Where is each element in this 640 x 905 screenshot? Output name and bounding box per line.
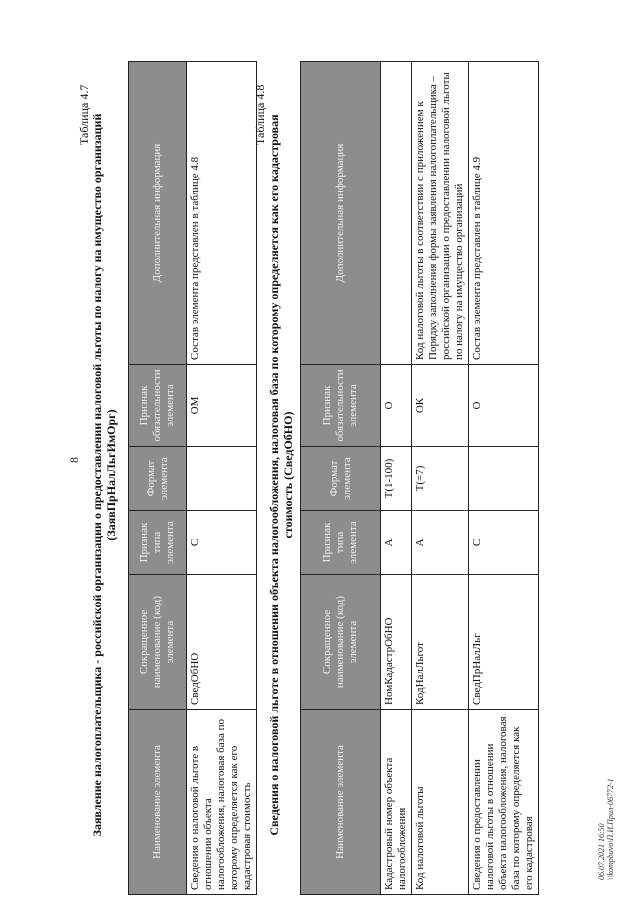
t48-header-format: Формат элемента xyxy=(301,447,381,511)
t48-r2-format xyxy=(469,447,539,511)
t47-header-type: Признак типа элемента xyxy=(129,511,187,575)
t48-header-info: Дополнительная информация xyxy=(301,62,381,365)
t48-r2-name: Сведения о предоставлении налоговой льготы в отношении объекта налогообложения, налоговая база по которому определяется как его кадастровая xyxy=(469,710,539,895)
t48-r2-info: Состав элемента представлен в таблице 4.9 xyxy=(469,62,539,365)
t47-r0-required: ОМ xyxy=(187,365,257,447)
footer-date: 06.07.2021 16:50 xyxy=(597,823,606,880)
t47-r0-format xyxy=(187,447,257,511)
t48-r1-format: T(=7) xyxy=(412,447,469,511)
t47-header-code: Сокращенное наименование (код) элемента xyxy=(129,575,187,710)
t48-r0-name: Кадастровый номер объекта налогообложения xyxy=(381,710,412,895)
table-row xyxy=(469,62,539,895)
t47-r0-info: Состав элемента представлен в таблице 4.8 xyxy=(187,62,257,365)
table-4-7-title-line2: (ЗаявПрНалЛьгИмОрг) xyxy=(104,409,118,541)
footer-path: \\kompbuvo\П.И.Прил-06772-1 xyxy=(606,778,615,880)
rotated-page xyxy=(15,20,615,900)
table-row xyxy=(381,62,412,895)
table-4-7-caption: Таблица 4.7 xyxy=(77,84,91,145)
table-4-8-title xyxy=(267,55,295,895)
t47-header-format: Формат элемента xyxy=(129,447,187,511)
table-4-7 xyxy=(128,61,257,895)
t48-r0-info xyxy=(381,62,412,365)
t48-header-required: Признак обязательности элемента xyxy=(301,365,381,447)
t48-r1-name: Код налоговой льготы xyxy=(412,710,469,895)
table-4-7-title-line1: Заявление налогоплательщика - российской организации о предоставлении налоговой льготы по налогу на имущество организаций xyxy=(90,113,104,837)
t47-r0-name: Сведения о налоговой льготе в отношении объекта налогообложения, налоговая база по которому определяется как его кадастровая стоимость xyxy=(187,710,257,895)
table-4-7-header-row xyxy=(129,62,187,895)
t47-header-info: Дополнительная информация xyxy=(129,62,187,365)
t47-r0-type: С xyxy=(187,511,257,575)
t48-r0-required: О xyxy=(381,365,412,447)
t48-r1-info: Код налоговой льготы в соответствии с приложением к Порядку заполнения формы заявления налогоплательщика – российской организации о предоставлении налоговой льготы по налогу на имущество организаций xyxy=(412,62,469,365)
page-number: 8 xyxy=(67,457,81,463)
table-4-8 xyxy=(300,61,539,895)
t48-r1-required: ОК xyxy=(412,365,469,447)
t47-header-name: Наименование элемента xyxy=(129,710,187,895)
t48-r2-code: СведПрНалЛьг xyxy=(469,575,539,710)
footer-stamp xyxy=(597,778,615,880)
table-4-7-title xyxy=(90,55,118,895)
table-4-8-caption: Таблица 4.8 xyxy=(253,84,267,145)
t48-header-name: Наименование элемента xyxy=(301,710,381,895)
table-row xyxy=(187,62,257,895)
t48-r2-type: С xyxy=(469,511,539,575)
table-4-8-title-line2: стоимость (СведОбНО) xyxy=(281,411,295,539)
t48-header-type: Признак типа элемента xyxy=(301,511,381,575)
table-4-8-title-line1: Сведения о налоговой льготе в отношении объекта налогообложения, налоговая база по которому определяется как его кадастровая xyxy=(267,114,281,836)
t48-r1-code: КодНалЛьгот xyxy=(412,575,469,710)
table-row xyxy=(412,62,469,895)
t47-header-required: Признак обязательности элемента xyxy=(129,365,187,447)
t48-r0-type: А xyxy=(381,511,412,575)
t48-r0-format: T(1-100) xyxy=(381,447,412,511)
t48-header-code: Сокращенное наименование (код) элемента xyxy=(301,575,381,710)
t48-r2-required: О xyxy=(469,365,539,447)
t48-r0-code: НомКадастрОбНО xyxy=(381,575,412,710)
table-4-8-header-row xyxy=(301,62,381,895)
t47-r0-code: СведОбНО xyxy=(187,575,257,710)
t48-r1-type: А xyxy=(412,511,469,575)
